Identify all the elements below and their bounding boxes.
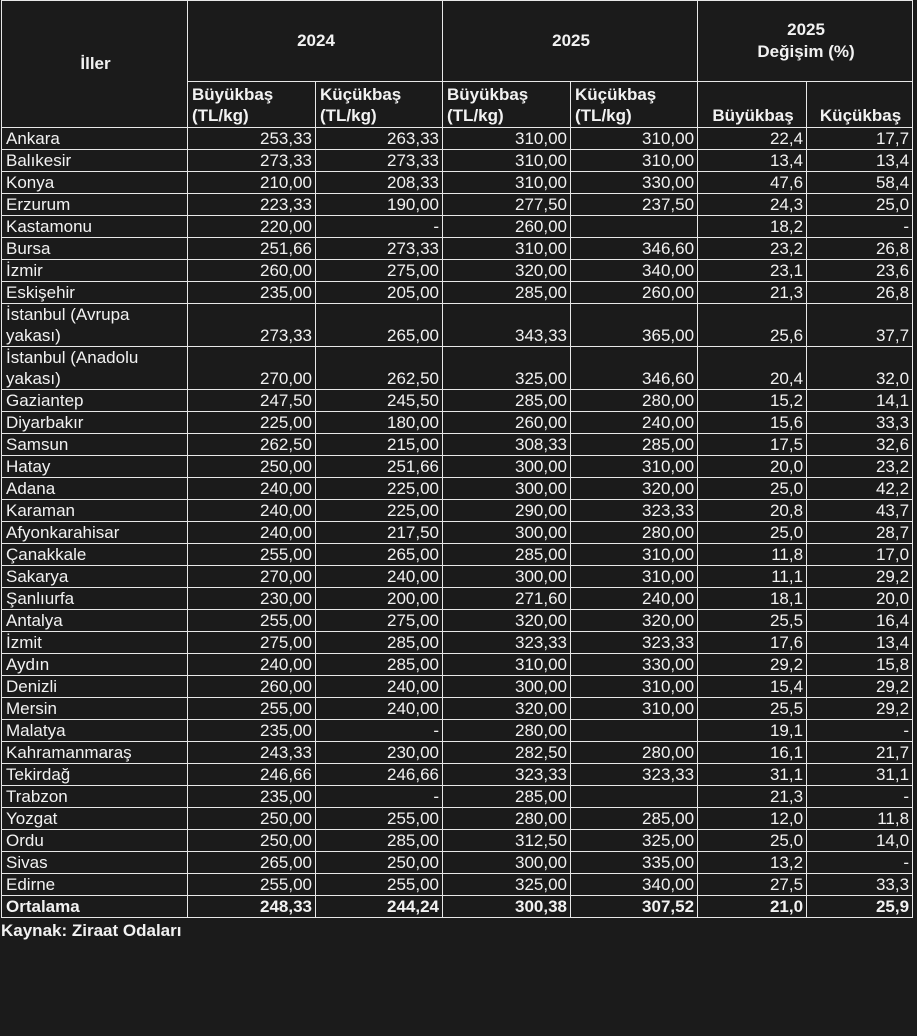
large-2024-cell: 240,00 [188, 500, 316, 522]
table-row [2, 282, 913, 304]
city-cell: Eskişehir [2, 282, 188, 304]
change-small-cell: 28,7 [807, 522, 913, 544]
large-2024-cell: 270,00 [188, 566, 316, 588]
change-large-cell: 18,2 [698, 216, 807, 238]
small-2024-cell: 245,50 [316, 390, 443, 412]
change-large-cell: 15,6 [698, 412, 807, 434]
small-2024-cell: 190,00 [316, 194, 443, 216]
large-2025-cell: 323,33 [443, 764, 571, 786]
city-cell: Samsun [2, 434, 188, 456]
large-2024-cell: 250,00 [188, 830, 316, 852]
large-2024-cell: 250,00 [188, 456, 316, 478]
large-2025-cell: 300,00 [443, 676, 571, 698]
change-small-cell: 31,1 [807, 764, 913, 786]
city-cell: Bursa [2, 238, 188, 260]
change-small-cell: 33,3 [807, 874, 913, 896]
large-2025-cell: 320,00 [443, 260, 571, 282]
small-2024-cell: 275,00 [316, 610, 443, 632]
change-small-cell: 29,2 [807, 676, 913, 698]
large-2025-cell: 285,00 [443, 786, 571, 808]
change-large-cell: 20,8 [698, 500, 807, 522]
change-large-cell: 25,0 [698, 522, 807, 544]
large-2025-cell: 323,33 [443, 632, 571, 654]
small-2024-cell: 273,33 [316, 238, 443, 260]
table-row [2, 456, 913, 478]
small-2025-cell: 323,33 [571, 632, 698, 654]
large-2024-cell: 225,00 [188, 412, 316, 434]
table-body [2, 128, 913, 918]
table-row [2, 238, 913, 260]
table-row [2, 610, 913, 632]
small-2024-cell: 262,50 [316, 347, 443, 390]
subheader-unit: (TL/kg) [320, 106, 377, 125]
change-large-cell: 11,1 [698, 566, 807, 588]
large-2025-cell: 300,38 [443, 896, 571, 918]
city-cell: Afyonkarahisar [2, 522, 188, 544]
large-2024-cell: 270,00 [188, 347, 316, 390]
small-2024-cell: 225,00 [316, 500, 443, 522]
large-2025-cell: 320,00 [443, 698, 571, 720]
small-2025-cell: 237,50 [571, 194, 698, 216]
small-2024-cell: - [316, 216, 443, 238]
change-large-cell: 20,0 [698, 456, 807, 478]
table-row [2, 216, 913, 238]
header-row-top [2, 1, 913, 82]
large-2025-cell: 310,00 [443, 172, 571, 194]
city-cell: Sivas [2, 852, 188, 874]
change-small-cell: 14,1 [807, 390, 913, 412]
change-large-cell: 31,1 [698, 764, 807, 786]
subheader-label: Büyükbaş [447, 85, 529, 104]
table-row [2, 260, 913, 282]
table-row [2, 764, 913, 786]
small-2024-cell: 240,00 [316, 566, 443, 588]
table-row [2, 654, 913, 676]
change-header [698, 1, 913, 82]
small-2024-cell: 240,00 [316, 698, 443, 720]
small-2025-cell: 285,00 [571, 434, 698, 456]
livestock-price-table [1, 0, 913, 918]
city-cell: Gaziantep [2, 390, 188, 412]
small-2025-cell: 280,00 [571, 742, 698, 764]
change-large-cell: 25,0 [698, 478, 807, 500]
subheader-change-large: Büyükbaş [698, 82, 807, 128]
small-2025-cell: 330,00 [571, 172, 698, 194]
subheader-change-small: Küçükbaş [807, 82, 913, 128]
small-2024-cell: 251,66 [316, 456, 443, 478]
change-small-cell: 23,2 [807, 456, 913, 478]
table-row [2, 304, 913, 347]
large-2024-cell: 251,66 [188, 238, 316, 260]
change-large-cell: 15,4 [698, 676, 807, 698]
table-row [2, 500, 913, 522]
small-2025-cell: 346,60 [571, 347, 698, 390]
small-2024-cell: 246,66 [316, 764, 443, 786]
change-small-cell: 20,0 [807, 588, 913, 610]
city-cell: Edirne [2, 874, 188, 896]
large-2024-cell: 230,00 [188, 588, 316, 610]
city-cell: Mersin [2, 698, 188, 720]
small-2025-cell: 310,00 [571, 698, 698, 720]
city-cell: Trabzon [2, 786, 188, 808]
table-row [2, 522, 913, 544]
large-2024-cell: 247,50 [188, 390, 316, 412]
small-2025-cell: 285,00 [571, 808, 698, 830]
change-small-cell: 29,2 [807, 566, 913, 588]
table-row [2, 566, 913, 588]
city-cell: Denizli [2, 676, 188, 698]
change-large-cell: 25,5 [698, 698, 807, 720]
large-2024-cell: 275,00 [188, 632, 316, 654]
large-2025-cell: 300,00 [443, 566, 571, 588]
small-2025-cell: 365,00 [571, 304, 698, 347]
large-2024-cell: 223,33 [188, 194, 316, 216]
large-2024-cell: 255,00 [188, 874, 316, 896]
change-small-cell: 21,7 [807, 742, 913, 764]
table-row [2, 478, 913, 500]
change-small-cell: 17,0 [807, 544, 913, 566]
large-2025-cell: 325,00 [443, 347, 571, 390]
change-large-cell: 20,4 [698, 347, 807, 390]
large-2025-cell: 310,00 [443, 654, 571, 676]
subheader-unit: (TL/kg) [192, 106, 249, 125]
large-2024-cell: 246,66 [188, 764, 316, 786]
table-row [2, 150, 913, 172]
change-small-cell: 17,7 [807, 128, 913, 150]
large-2025-cell: 285,00 [443, 390, 571, 412]
city-cell: Ankara [2, 128, 188, 150]
change-small-cell: 42,2 [807, 478, 913, 500]
small-2025-cell: 325,00 [571, 830, 698, 852]
small-2025-cell: 310,00 [571, 544, 698, 566]
table-row [2, 544, 913, 566]
large-2024-cell: 273,33 [188, 150, 316, 172]
table-row [2, 698, 913, 720]
change-large-cell: 29,2 [698, 654, 807, 676]
small-2025-cell: 323,33 [571, 500, 698, 522]
small-2024-cell: 180,00 [316, 412, 443, 434]
city-cell: Antalya [2, 610, 188, 632]
large-2025-cell: 300,00 [443, 522, 571, 544]
change-small-cell: 43,7 [807, 500, 913, 522]
change-small-cell: - [807, 216, 913, 238]
small-2025-cell: 346,60 [571, 238, 698, 260]
small-2025-cell: 240,00 [571, 588, 698, 610]
change-large-cell: 23,1 [698, 260, 807, 282]
change-header-year: 2025 [787, 20, 825, 39]
table-row [2, 588, 913, 610]
change-small-cell: 23,6 [807, 260, 913, 282]
large-2025-cell: 282,50 [443, 742, 571, 764]
table-row [2, 632, 913, 654]
change-small-cell: - [807, 720, 913, 742]
small-2024-cell: 263,33 [316, 128, 443, 150]
table-row [2, 434, 913, 456]
large-2024-cell: 255,00 [188, 610, 316, 632]
change-small-cell: 14,0 [807, 830, 913, 852]
city-cell: Şanlıurfa [2, 588, 188, 610]
large-2025-cell: 320,00 [443, 610, 571, 632]
change-small-cell: 29,2 [807, 698, 913, 720]
large-2025-cell: 271,60 [443, 588, 571, 610]
year-2025-header: 2025 [443, 1, 698, 82]
large-2024-cell: 248,33 [188, 896, 316, 918]
change-large-cell: 13,4 [698, 150, 807, 172]
subheader-label: Küçükbaş [320, 85, 402, 104]
subheader-large-2024 [188, 82, 316, 128]
large-2025-cell: 310,00 [443, 150, 571, 172]
city-cell: Aydın [2, 654, 188, 676]
city-cell: İstanbul (Avrupa yakası) [2, 304, 188, 347]
large-2025-cell: 310,00 [443, 128, 571, 150]
small-2024-cell: 265,00 [316, 544, 443, 566]
table-row [2, 742, 913, 764]
table-header [2, 1, 913, 128]
table-row [2, 830, 913, 852]
subheader-label: Büyükbaş [192, 85, 274, 104]
small-2024-cell: 240,00 [316, 676, 443, 698]
subheader-unit: (TL/kg) [575, 106, 632, 125]
change-large-cell: 15,2 [698, 390, 807, 412]
city-cell: İzmir [2, 260, 188, 282]
change-small-cell: 32,0 [807, 347, 913, 390]
city-cell: Ordu [2, 830, 188, 852]
city-cell: Diyarbakır [2, 412, 188, 434]
average-row [2, 896, 913, 918]
small-2024-cell: - [316, 720, 443, 742]
small-2025-cell: 310,00 [571, 676, 698, 698]
city-cell: Çanakkale [2, 544, 188, 566]
change-large-cell: 18,1 [698, 588, 807, 610]
large-2025-cell: 285,00 [443, 282, 571, 304]
small-2024-cell: 250,00 [316, 852, 443, 874]
small-2024-cell: 275,00 [316, 260, 443, 282]
change-large-cell: 27,5 [698, 874, 807, 896]
change-large-cell: 25,6 [698, 304, 807, 347]
large-2024-cell: 260,00 [188, 676, 316, 698]
change-large-cell: 47,6 [698, 172, 807, 194]
table-row [2, 172, 913, 194]
small-2024-cell: 265,00 [316, 304, 443, 347]
large-2024-cell: 240,00 [188, 654, 316, 676]
large-2025-cell: 308,33 [443, 434, 571, 456]
small-2024-cell: 255,00 [316, 874, 443, 896]
large-2025-cell: 280,00 [443, 808, 571, 830]
subheader-unit: (TL/kg) [447, 106, 504, 125]
city-cell: Kahramanmaraş [2, 742, 188, 764]
subheader-small-2024 [316, 82, 443, 128]
small-2024-cell: 225,00 [316, 478, 443, 500]
change-large-cell: 25,0 [698, 830, 807, 852]
change-small-cell: - [807, 786, 913, 808]
source-note: Kaynak: Ziraat Odaları [1, 921, 182, 940]
city-cell: Hatay [2, 456, 188, 478]
large-2025-cell: 290,00 [443, 500, 571, 522]
city-cell: Karaman [2, 500, 188, 522]
small-2024-cell: 217,50 [316, 522, 443, 544]
large-2024-cell: 250,00 [188, 808, 316, 830]
city-cell: Konya [2, 172, 188, 194]
large-2025-cell: 325,00 [443, 874, 571, 896]
small-2025-cell: 340,00 [571, 874, 698, 896]
small-2025-cell: 323,33 [571, 764, 698, 786]
table-row [2, 390, 913, 412]
small-2025-cell: 310,00 [571, 150, 698, 172]
large-2024-cell: 220,00 [188, 216, 316, 238]
city-cell: Tekirdağ [2, 764, 188, 786]
change-large-cell: 11,8 [698, 544, 807, 566]
small-2024-cell: 285,00 [316, 632, 443, 654]
table-row [2, 852, 913, 874]
small-2025-cell: 280,00 [571, 522, 698, 544]
small-2024-cell: - [316, 786, 443, 808]
change-small-cell: 11,8 [807, 808, 913, 830]
small-2024-cell: 255,00 [316, 808, 443, 830]
city-cell: Balıkesir [2, 150, 188, 172]
large-2025-cell: 312,50 [443, 830, 571, 852]
change-large-cell: 22,4 [698, 128, 807, 150]
large-2025-cell: 300,00 [443, 456, 571, 478]
change-small-cell: 25,0 [807, 194, 913, 216]
large-2024-cell: 255,00 [188, 698, 316, 720]
year-2024-header: 2024 [188, 1, 443, 82]
city-cell: Malatya [2, 720, 188, 742]
small-2025-cell: 330,00 [571, 654, 698, 676]
small-2024-cell: 215,00 [316, 434, 443, 456]
table-row [2, 808, 913, 830]
large-2025-cell: 300,00 [443, 852, 571, 874]
small-2025-cell: 310,00 [571, 456, 698, 478]
table-row [2, 786, 913, 808]
subheader-large-2025 [443, 82, 571, 128]
small-2024-cell: 273,33 [316, 150, 443, 172]
change-large-cell: 13,2 [698, 852, 807, 874]
large-2024-cell: 210,00 [188, 172, 316, 194]
city-cell: Sakarya [2, 566, 188, 588]
change-small-cell: 33,3 [807, 412, 913, 434]
small-2025-cell: 280,00 [571, 390, 698, 412]
small-2025-cell: 320,00 [571, 478, 698, 500]
change-small-cell: 25,9 [807, 896, 913, 918]
city-cell: İstanbul (Anadolu yakası) [2, 347, 188, 390]
change-small-cell: 32,6 [807, 434, 913, 456]
small-2024-cell: 205,00 [316, 282, 443, 304]
change-small-cell: 16,4 [807, 610, 913, 632]
city-cell: Yozgat [2, 808, 188, 830]
small-2025-cell: 310,00 [571, 128, 698, 150]
change-small-cell: - [807, 852, 913, 874]
large-2024-cell: 240,00 [188, 522, 316, 544]
table-row [2, 720, 913, 742]
large-2024-cell: 262,50 [188, 434, 316, 456]
small-2025-cell [571, 786, 698, 808]
small-2024-cell: 208,33 [316, 172, 443, 194]
change-large-cell: 24,3 [698, 194, 807, 216]
small-2025-cell [571, 720, 698, 742]
table-row [2, 128, 913, 150]
large-2024-cell: 255,00 [188, 544, 316, 566]
small-2024-cell: 285,00 [316, 830, 443, 852]
change-small-cell: 26,8 [807, 282, 913, 304]
large-2025-cell: 285,00 [443, 544, 571, 566]
small-2024-cell: 230,00 [316, 742, 443, 764]
change-large-cell: 12,0 [698, 808, 807, 830]
change-small-cell: 13,4 [807, 632, 913, 654]
large-2025-cell: 260,00 [443, 412, 571, 434]
city-cell: Ortalama [2, 896, 188, 918]
large-2024-cell: 273,33 [188, 304, 316, 347]
change-small-cell: 13,4 [807, 150, 913, 172]
small-2025-cell: 260,00 [571, 282, 698, 304]
table-row [2, 412, 913, 434]
subheader-label: Küçükbaş [575, 85, 657, 104]
change-large-cell: 19,1 [698, 720, 807, 742]
small-2025-cell: 310,00 [571, 566, 698, 588]
large-2024-cell: 260,00 [188, 260, 316, 282]
large-2025-cell: 280,00 [443, 720, 571, 742]
change-large-cell: 25,5 [698, 610, 807, 632]
large-2024-cell: 240,00 [188, 478, 316, 500]
change-small-cell: 15,8 [807, 654, 913, 676]
large-2024-cell: 235,00 [188, 786, 316, 808]
city-cell: İzmit [2, 632, 188, 654]
small-2025-cell [571, 216, 698, 238]
table-row [2, 347, 913, 390]
city-cell: Kastamonu [2, 216, 188, 238]
small-2024-cell: 200,00 [316, 588, 443, 610]
change-small-cell: 26,8 [807, 238, 913, 260]
change-large-cell: 17,5 [698, 434, 807, 456]
change-large-cell: 23,2 [698, 238, 807, 260]
large-2024-cell: 235,00 [188, 282, 316, 304]
large-2025-cell: 260,00 [443, 216, 571, 238]
small-2025-cell: 240,00 [571, 412, 698, 434]
change-large-cell: 21,0 [698, 896, 807, 918]
subheader-small-2025 [571, 82, 698, 128]
large-2024-cell: 253,33 [188, 128, 316, 150]
change-large-cell: 17,6 [698, 632, 807, 654]
city-column-header: İller [2, 1, 188, 128]
city-cell: Adana [2, 478, 188, 500]
large-2024-cell: 235,00 [188, 720, 316, 742]
small-2025-cell: 307,52 [571, 896, 698, 918]
large-2024-cell: 265,00 [188, 852, 316, 874]
table-row [2, 874, 913, 896]
change-small-cell: 37,7 [807, 304, 913, 347]
large-2025-cell: 300,00 [443, 478, 571, 500]
city-cell: Erzurum [2, 194, 188, 216]
change-large-cell: 21,3 [698, 786, 807, 808]
change-large-cell: 21,3 [698, 282, 807, 304]
change-header-label: Değişim (%) [757, 42, 855, 61]
table-row [2, 194, 913, 216]
small-2024-cell: 244,24 [316, 896, 443, 918]
large-2025-cell: 277,50 [443, 194, 571, 216]
large-2025-cell: 310,00 [443, 238, 571, 260]
change-small-cell: 58,4 [807, 172, 913, 194]
small-2025-cell: 320,00 [571, 610, 698, 632]
change-large-cell: 16,1 [698, 742, 807, 764]
table-row [2, 676, 913, 698]
small-2025-cell: 335,00 [571, 852, 698, 874]
small-2025-cell: 340,00 [571, 260, 698, 282]
large-2024-cell: 243,33 [188, 742, 316, 764]
large-2025-cell: 343,33 [443, 304, 571, 347]
small-2024-cell: 285,00 [316, 654, 443, 676]
